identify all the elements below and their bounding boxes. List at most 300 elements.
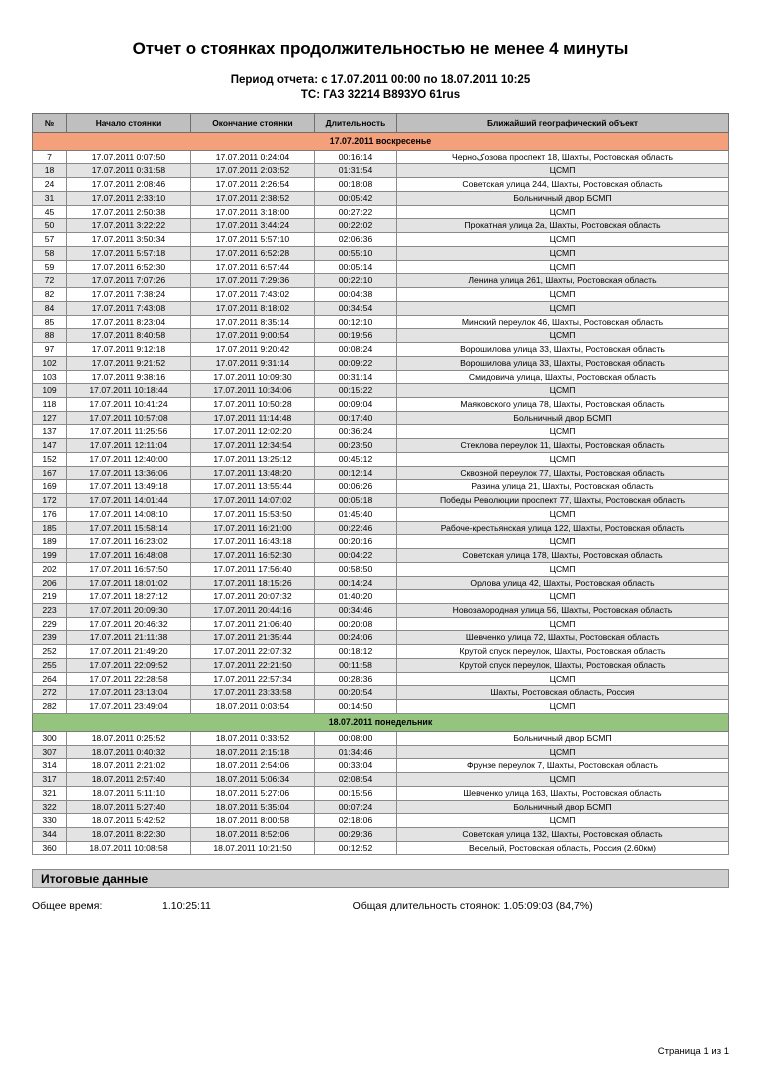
cell-duration: 00:31:14 bbox=[315, 370, 397, 384]
summary-total-time bbox=[32, 900, 353, 912]
table-row bbox=[33, 814, 729, 828]
cell-start: 17.07.2011 18:01:02 bbox=[67, 576, 191, 590]
table-row bbox=[33, 164, 729, 178]
cell-start: 17.07.2011 14:08:10 bbox=[67, 507, 191, 521]
cell-end: 18.07.2011 10:21:50 bbox=[191, 841, 315, 855]
table-row bbox=[33, 439, 729, 453]
cell-num: 282 bbox=[33, 700, 67, 714]
cell-num: 152 bbox=[33, 452, 67, 466]
table-row bbox=[33, 672, 729, 686]
cell-place: Больничный двор БСМП bbox=[397, 800, 729, 814]
cell-end: 17.07.2011 11:14:48 bbox=[191, 411, 315, 425]
cell-place: ЦСМП bbox=[397, 814, 729, 828]
table-row bbox=[33, 315, 729, 329]
cell-place: Минский переулок 46, Шахты, Ростовская область bbox=[397, 315, 729, 329]
cell-num: 307 bbox=[33, 745, 67, 759]
cell-end: 17.07.2011 9:31:14 bbox=[191, 356, 315, 370]
summary-total-time-value: 1.10:25:11 bbox=[162, 900, 211, 913]
cell-end: 17.07.2011 9:20:42 bbox=[191, 343, 315, 357]
cell-num: 50 bbox=[33, 219, 67, 233]
col-header-num: № bbox=[33, 113, 67, 132]
cell-end: 17.07.2011 14:07:02 bbox=[191, 494, 315, 508]
cell-end: 18.07.2011 2:54:06 bbox=[191, 759, 315, 773]
cell-duration: 00:08:24 bbox=[315, 343, 397, 357]
table-row bbox=[33, 549, 729, 563]
cell-place: ЦСМП bbox=[397, 288, 729, 302]
table-row bbox=[33, 828, 729, 842]
cell-end: 17.07.2011 12:34:54 bbox=[191, 439, 315, 453]
cell-place: Прокатная улица 2а, Шахты, Ростовская область bbox=[397, 219, 729, 233]
table-row bbox=[33, 301, 729, 315]
table-row bbox=[33, 384, 729, 398]
table-row bbox=[33, 603, 729, 617]
table-row bbox=[33, 562, 729, 576]
cell-end: 17.07.2011 3:18:00 bbox=[191, 205, 315, 219]
cell-end: 18.07.2011 8:00:58 bbox=[191, 814, 315, 828]
cell-end: 18.07.2011 2:15:18 bbox=[191, 745, 315, 759]
cell-duration: 00:04:38 bbox=[315, 288, 397, 302]
table-row bbox=[33, 521, 729, 535]
summary-total-duration: Общая длительность стоянок: 1.05:09:03 (84,7%) bbox=[352, 900, 593, 913]
cell-num: 321 bbox=[33, 786, 67, 800]
table-row bbox=[33, 759, 729, 773]
cell-end: 17.07.2011 21:06:40 bbox=[191, 617, 315, 631]
cell-start: 17.07.2011 8:23:04 bbox=[67, 315, 191, 329]
cell-start: 17.07.2011 22:09:52 bbox=[67, 658, 191, 672]
cell-duration: 00:20:08 bbox=[315, 617, 397, 631]
cell-duration: 00:05:18 bbox=[315, 494, 397, 508]
table-header-row bbox=[33, 113, 729, 132]
cell-end: 18.07.2011 8:52:06 bbox=[191, 828, 315, 842]
cell-duration: 00:20:54 bbox=[315, 686, 397, 700]
cell-end: 17.07.2011 21:35:44 bbox=[191, 631, 315, 645]
cell-duration: 00:23:50 bbox=[315, 439, 397, 453]
cell-end: 17.07.2011 8:35:14 bbox=[191, 315, 315, 329]
cell-place: ЦСМП bbox=[397, 301, 729, 315]
cell-end: 17.07.2011 16:52:30 bbox=[191, 549, 315, 563]
cell-end: 17.07.2011 7:43:02 bbox=[191, 288, 315, 302]
report-period: Период отчета: с 17.07.2011 00:00 по 18.07.2011 10:25 bbox=[230, 73, 531, 86]
cell-duration: 00:33:04 bbox=[315, 759, 397, 773]
cell-start: 17.07.2011 5:57:18 bbox=[67, 246, 191, 260]
cell-num: 84 bbox=[33, 301, 67, 315]
table-row bbox=[33, 356, 729, 370]
cell-place: ЦСМП bbox=[397, 205, 729, 219]
cell-num: 18 bbox=[33, 164, 67, 178]
cell-place: ЦСМП bbox=[397, 246, 729, 260]
cell-end: 17.07.2011 20:07:32 bbox=[191, 590, 315, 604]
cell-start: 17.07.2011 23:13:04 bbox=[67, 686, 191, 700]
summary-row bbox=[32, 900, 729, 912]
cell-num: 97 bbox=[33, 343, 67, 357]
table-row bbox=[33, 841, 729, 855]
cell-place: Ворошилова улица 33, Шахты, Ростовская область bbox=[397, 343, 729, 357]
cell-end: 17.07.2011 0:24:04 bbox=[191, 150, 315, 164]
cell-duration: 00:36:24 bbox=[315, 425, 397, 439]
table-row bbox=[33, 288, 729, 302]
cell-end: 17.07.2011 13:55:44 bbox=[191, 480, 315, 494]
cell-num: 59 bbox=[33, 260, 67, 274]
cell-place: ЦСМП bbox=[397, 384, 729, 398]
cell-num: 167 bbox=[33, 466, 67, 480]
table-row bbox=[33, 631, 729, 645]
table-row bbox=[33, 786, 729, 800]
cell-duration: 00:34:46 bbox=[315, 603, 397, 617]
cell-start: 17.07.2011 14:01:44 bbox=[67, 494, 191, 508]
summary-total-time-label: Общее время: bbox=[32, 900, 103, 913]
cell-end: 17.07.2011 17:56:40 bbox=[191, 562, 315, 576]
cell-duration: 01:45:40 bbox=[315, 507, 397, 521]
cell-start: 17.07.2011 10:41:24 bbox=[67, 397, 191, 411]
cell-place: Победы Революции проспект 77, Шахты, Ростовская область bbox=[397, 494, 729, 508]
cell-num: 264 bbox=[33, 672, 67, 686]
cell-place: ЦСМП bbox=[397, 672, 729, 686]
cell-duration: 00:14:50 bbox=[315, 700, 397, 714]
cell-duration: 00:05:14 bbox=[315, 260, 397, 274]
cell-place: Рабоче-крестьянская улица 122, Шахты, Ростовская область bbox=[397, 521, 729, 535]
cell-start: 17.07.2011 21:11:38 bbox=[67, 631, 191, 645]
cell-duration: 00:22:02 bbox=[315, 219, 397, 233]
cell-place: Шевченко улица 72, Шахты, Ростовская область bbox=[397, 631, 729, 645]
table-row bbox=[33, 397, 729, 411]
cell-duration: 02:06:36 bbox=[315, 233, 397, 247]
cell-place: Разина улица 21, Шахты, Ростовская область bbox=[397, 480, 729, 494]
cell-num: 206 bbox=[33, 576, 67, 590]
cell-start: 17.07.2011 18:27:12 bbox=[67, 590, 191, 604]
cell-start: 17.07.2011 2:33:10 bbox=[67, 191, 191, 205]
table-row bbox=[33, 494, 729, 508]
table-row bbox=[33, 343, 729, 357]
cell-num: 85 bbox=[33, 315, 67, 329]
cell-duration: 00:18:12 bbox=[315, 645, 397, 659]
cell-start: 17.07.2011 16:57:50 bbox=[67, 562, 191, 576]
cell-end: 17.07.2011 7:29:36 bbox=[191, 274, 315, 288]
cell-duration: 00:04:22 bbox=[315, 549, 397, 563]
table-row bbox=[33, 150, 729, 164]
cell-end: 17.07.2011 10:09:30 bbox=[191, 370, 315, 384]
cell-duration: 00:27:22 bbox=[315, 205, 397, 219]
cell-place: ЦСМП bbox=[397, 535, 729, 549]
cell-start: 18.07.2011 2:21:02 bbox=[67, 759, 191, 773]
table-row bbox=[33, 800, 729, 814]
cell-num: 24 bbox=[33, 178, 67, 192]
cell-place: Крутой спуск переулок, Шахты, Ростовская область bbox=[397, 658, 729, 672]
cell-num: 82 bbox=[33, 288, 67, 302]
cell-duration: 00:15:22 bbox=[315, 384, 397, 398]
cell-duration: 02:08:54 bbox=[315, 773, 397, 787]
col-header-place: Ближайший географический объект bbox=[397, 113, 729, 132]
table-row bbox=[33, 219, 729, 233]
cell-duration: 00:17:40 bbox=[315, 411, 397, 425]
cell-start: 18.07.2011 2:57:40 bbox=[67, 773, 191, 787]
cell-start: 18.07.2011 0:40:32 bbox=[67, 745, 191, 759]
cell-duration: 00:09:22 bbox=[315, 356, 397, 370]
cell-num: 176 bbox=[33, 507, 67, 521]
cell-duration: 00:12:52 bbox=[315, 841, 397, 855]
cell-start: 17.07.2011 12:11:04 bbox=[67, 439, 191, 453]
cell-place: Сквозной переулок 77, Шахты, Ростовская область bbox=[397, 466, 729, 480]
cell-duration: 00:29:36 bbox=[315, 828, 397, 842]
table-row bbox=[33, 686, 729, 700]
cell-num: 57 bbox=[33, 233, 67, 247]
cell-num: 317 bbox=[33, 773, 67, 787]
cell-place: Шевченко улица 163, Шахты, Ростовская область bbox=[397, 786, 729, 800]
cell-num: 31 bbox=[33, 191, 67, 205]
cell-start: 17.07.2011 0:31:58 bbox=[67, 164, 191, 178]
cell-num: 223 bbox=[33, 603, 67, 617]
cell-num: 102 bbox=[33, 356, 67, 370]
cell-num: 58 bbox=[33, 246, 67, 260]
table-row bbox=[33, 645, 729, 659]
cell-num: 127 bbox=[33, 411, 67, 425]
cell-num: 229 bbox=[33, 617, 67, 631]
cell-place: ЦСМП bbox=[397, 617, 729, 631]
table-row bbox=[33, 745, 729, 759]
cell-place: Ворошилова улица 33, Шахты, Ростовская область bbox=[397, 356, 729, 370]
cell-duration: 01:31:54 bbox=[315, 164, 397, 178]
table-row bbox=[33, 274, 729, 288]
cell-duration: 00:28:36 bbox=[315, 672, 397, 686]
table-row bbox=[33, 535, 729, 549]
cell-duration: 00:12:14 bbox=[315, 466, 397, 480]
cell-num: 272 bbox=[33, 686, 67, 700]
table-row bbox=[33, 205, 729, 219]
cell-start: 17.07.2011 10:57:08 bbox=[67, 411, 191, 425]
cell-start: 17.07.2011 15:58:14 bbox=[67, 521, 191, 535]
cell-place: ЦСМП bbox=[397, 260, 729, 274]
cell-place: ЦСМП bbox=[397, 233, 729, 247]
cell-num: 252 bbox=[33, 645, 67, 659]
table-group-header bbox=[33, 132, 729, 150]
cell-start: 17.07.2011 12:40:00 bbox=[67, 452, 191, 466]
cell-start: 17.07.2011 13:36:06 bbox=[67, 466, 191, 480]
cell-duration: 00:16:14 bbox=[315, 150, 397, 164]
cell-duration: 00:11:58 bbox=[315, 658, 397, 672]
cell-duration: 00:55:10 bbox=[315, 246, 397, 260]
cell-duration: 00:58:50 bbox=[315, 562, 397, 576]
cell-start: 18.07.2011 0:25:52 bbox=[67, 731, 191, 745]
cell-duration: 02:18:06 bbox=[315, 814, 397, 828]
cell-end: 17.07.2011 2:38:52 bbox=[191, 191, 315, 205]
cell-duration: 00:07:24 bbox=[315, 800, 397, 814]
cell-end: 17.07.2011 16:43:18 bbox=[191, 535, 315, 549]
col-header-start: Начало стоянки bbox=[67, 113, 191, 132]
cell-end: 17.07.2011 2:26:54 bbox=[191, 178, 315, 192]
table-body bbox=[33, 132, 729, 855]
cell-place: Маяковского улица 78, Шахты, Ростовская область bbox=[397, 397, 729, 411]
cell-duration: 01:40:20 bbox=[315, 590, 397, 604]
cell-place: Новозаגородная улица 56, Шахты, Ростовская область bbox=[397, 603, 729, 617]
cell-place: ЦСМП bbox=[397, 425, 729, 439]
cell-start: 17.07.2011 21:49:20 bbox=[67, 645, 191, 659]
cell-num: 330 bbox=[33, 814, 67, 828]
table-row bbox=[33, 617, 729, 631]
cell-num: 45 bbox=[33, 205, 67, 219]
cell-end: 17.07.2011 20:44:16 bbox=[191, 603, 315, 617]
cell-place: ЦСМП bbox=[397, 700, 729, 714]
cell-duration: 00:14:24 bbox=[315, 576, 397, 590]
table-row bbox=[33, 773, 729, 787]
page-title: Отчет о стоянках продолжительностью не менее 4 минуты bbox=[132, 39, 629, 58]
cell-duration: 00:20:16 bbox=[315, 535, 397, 549]
table-row bbox=[33, 480, 729, 494]
cell-duration: 00:24:06 bbox=[315, 631, 397, 645]
cell-duration: 00:05:42 bbox=[315, 191, 397, 205]
cell-start: 17.07.2011 2:50:38 bbox=[67, 205, 191, 219]
cell-duration: 00:18:08 bbox=[315, 178, 397, 192]
cell-place: Больничный двор БСМП bbox=[397, 191, 729, 205]
cell-start: 17.07.2011 7:43:08 bbox=[67, 301, 191, 315]
cell-place: ЦСМП bbox=[397, 329, 729, 343]
cell-num: 118 bbox=[33, 397, 67, 411]
cell-num: 137 bbox=[33, 425, 67, 439]
report-vehicle: ТС: ГАЗ 32214 В893УО 61rus bbox=[300, 88, 461, 101]
cell-num: 189 bbox=[33, 535, 67, 549]
cell-duration: 00:22:10 bbox=[315, 274, 397, 288]
cell-num: 7 bbox=[33, 150, 67, 164]
table-group-label: 18.07.2011 понедельник bbox=[33, 713, 729, 731]
cell-num: 103 bbox=[33, 370, 67, 384]
cell-start: 17.07.2011 9:12:18 bbox=[67, 343, 191, 357]
cell-place: Больничный двор БСМП bbox=[397, 731, 729, 745]
table-row bbox=[33, 329, 729, 343]
cell-num: 360 bbox=[33, 841, 67, 855]
summary-header: Итоговые данные bbox=[32, 869, 729, 888]
cell-start: 17.07.2011 6:52:30 bbox=[67, 260, 191, 274]
table-row bbox=[33, 731, 729, 745]
cell-num: 185 bbox=[33, 521, 67, 535]
col-header-end: Окончание стоянки bbox=[191, 113, 315, 132]
cell-duration: 00:12:10 bbox=[315, 315, 397, 329]
table-row bbox=[33, 452, 729, 466]
cell-end: 17.07.2011 5:57:10 bbox=[191, 233, 315, 247]
table-row bbox=[33, 466, 729, 480]
cell-duration: 00:08:00 bbox=[315, 731, 397, 745]
table-row bbox=[33, 178, 729, 192]
cell-start: 17.07.2011 10:18:44 bbox=[67, 384, 191, 398]
cell-start: 17.07.2011 13:49:18 bbox=[67, 480, 191, 494]
cell-start: 17.07.2011 16:48:08 bbox=[67, 549, 191, 563]
cell-end: 17.07.2011 22:21:50 bbox=[191, 658, 315, 672]
cell-place: Больничный двор БСМП bbox=[397, 411, 729, 425]
cell-duration: 01:34:46 bbox=[315, 745, 397, 759]
cell-end: 17.07.2011 9:00:54 bbox=[191, 329, 315, 343]
cell-place: Черноکозова проспект 18, Шахты, Ростовская область bbox=[397, 150, 729, 164]
cell-num: 255 bbox=[33, 658, 67, 672]
cell-start: 17.07.2011 9:21:52 bbox=[67, 356, 191, 370]
cell-end: 17.07.2011 23:33:58 bbox=[191, 686, 315, 700]
cell-duration: 00:45:12 bbox=[315, 452, 397, 466]
cell-start: 17.07.2011 8:40:58 bbox=[67, 329, 191, 343]
cell-start: 17.07.2011 11:25:56 bbox=[67, 425, 191, 439]
cell-start: 18.07.2011 5:11:10 bbox=[67, 786, 191, 800]
cell-start: 18.07.2011 8:22:30 bbox=[67, 828, 191, 842]
cell-place: Веселый, Ростовская область, Россия (2.60км) bbox=[397, 841, 729, 855]
cell-end: 18.07.2011 5:35:04 bbox=[191, 800, 315, 814]
cell-place: ЦСМП bbox=[397, 745, 729, 759]
cell-place: ЦСМП bbox=[397, 562, 729, 576]
cell-place: Фрунзе переулок 7, Шахты, Ростовская область bbox=[397, 759, 729, 773]
cell-end: 17.07.2011 8:18:02 bbox=[191, 301, 315, 315]
cell-num: 172 bbox=[33, 494, 67, 508]
page-footer: Страница 1 из 1 bbox=[657, 1046, 729, 1057]
cell-place: Шахты, Ростовская область, Россия bbox=[397, 686, 729, 700]
cell-start: 17.07.2011 7:38:24 bbox=[67, 288, 191, 302]
cell-end: 17.07.2011 10:50:28 bbox=[191, 397, 315, 411]
cell-end: 18.07.2011 0:33:52 bbox=[191, 731, 315, 745]
cell-num: 199 bbox=[33, 549, 67, 563]
cell-duration: 00:19:56 bbox=[315, 329, 397, 343]
cell-place: Крутой спуск переулок, Шахты, Ростовская область bbox=[397, 645, 729, 659]
cell-end: 17.07.2011 22:07:32 bbox=[191, 645, 315, 659]
cell-num: 322 bbox=[33, 800, 67, 814]
cell-num: 202 bbox=[33, 562, 67, 576]
cell-end: 17.07.2011 13:48:20 bbox=[191, 466, 315, 480]
cell-place: Стеклова переулок 11, Шахты, Ростовская область bbox=[397, 439, 729, 453]
table-row bbox=[33, 260, 729, 274]
cell-place: ЦСМП bbox=[397, 164, 729, 178]
cell-start: 17.07.2011 2:08:46 bbox=[67, 178, 191, 192]
cell-end: 17.07.2011 3:44:24 bbox=[191, 219, 315, 233]
cell-end: 17.07.2011 6:57:44 bbox=[191, 260, 315, 274]
cell-num: 300 bbox=[33, 731, 67, 745]
cell-start: 17.07.2011 3:50:34 bbox=[67, 233, 191, 247]
cell-duration: 00:09:04 bbox=[315, 397, 397, 411]
cell-end: 17.07.2011 18:15:26 bbox=[191, 576, 315, 590]
table-row bbox=[33, 233, 729, 247]
cell-duration: 00:15:56 bbox=[315, 786, 397, 800]
cell-num: 147 bbox=[33, 439, 67, 453]
cell-end: 17.07.2011 22:57:34 bbox=[191, 672, 315, 686]
table-row bbox=[33, 507, 729, 521]
cell-end: 17.07.2011 2:03:52 bbox=[191, 164, 315, 178]
table-row bbox=[33, 590, 729, 604]
cell-place: ЦСМП bbox=[397, 452, 729, 466]
cell-end: 17.07.2011 12:02:20 bbox=[191, 425, 315, 439]
table-row bbox=[33, 576, 729, 590]
cell-num: 109 bbox=[33, 384, 67, 398]
cell-place: ЦСМП bbox=[397, 507, 729, 521]
cell-start: 17.07.2011 20:46:32 bbox=[67, 617, 191, 631]
table-row bbox=[33, 246, 729, 260]
cell-start: 17.07.2011 16:23:02 bbox=[67, 535, 191, 549]
table-row bbox=[33, 370, 729, 384]
cell-start: 17.07.2011 0:07:50 bbox=[67, 150, 191, 164]
cell-end: 18.07.2011 5:06:34 bbox=[191, 773, 315, 787]
cell-num: 239 bbox=[33, 631, 67, 645]
table-group-label: 17.07.2011 воскресенье bbox=[33, 132, 729, 150]
cell-start: 17.07.2011 23:49:04 bbox=[67, 700, 191, 714]
cell-end: 17.07.2011 13:25:12 bbox=[191, 452, 315, 466]
cell-end: 17.07.2011 6:52:28 bbox=[191, 246, 315, 260]
cell-start: 17.07.2011 22:28:58 bbox=[67, 672, 191, 686]
cell-num: 88 bbox=[33, 329, 67, 343]
cell-start: 18.07.2011 5:42:52 bbox=[67, 814, 191, 828]
table-row bbox=[33, 658, 729, 672]
stops-table bbox=[32, 113, 729, 856]
table-group-header bbox=[33, 713, 729, 731]
table-row bbox=[33, 411, 729, 425]
cell-duration: 00:06:26 bbox=[315, 480, 397, 494]
table-row bbox=[33, 425, 729, 439]
cell-end: 18.07.2011 5:27:06 bbox=[191, 786, 315, 800]
cell-start: 17.07.2011 9:38:16 bbox=[67, 370, 191, 384]
cell-place: Смидовича улица, Шахты, Ростовская область bbox=[397, 370, 729, 384]
cell-start: 17.07.2011 7:07:26 bbox=[67, 274, 191, 288]
table-row bbox=[33, 191, 729, 205]
cell-num: 344 bbox=[33, 828, 67, 842]
col-header-duration: Длительность bbox=[315, 113, 397, 132]
